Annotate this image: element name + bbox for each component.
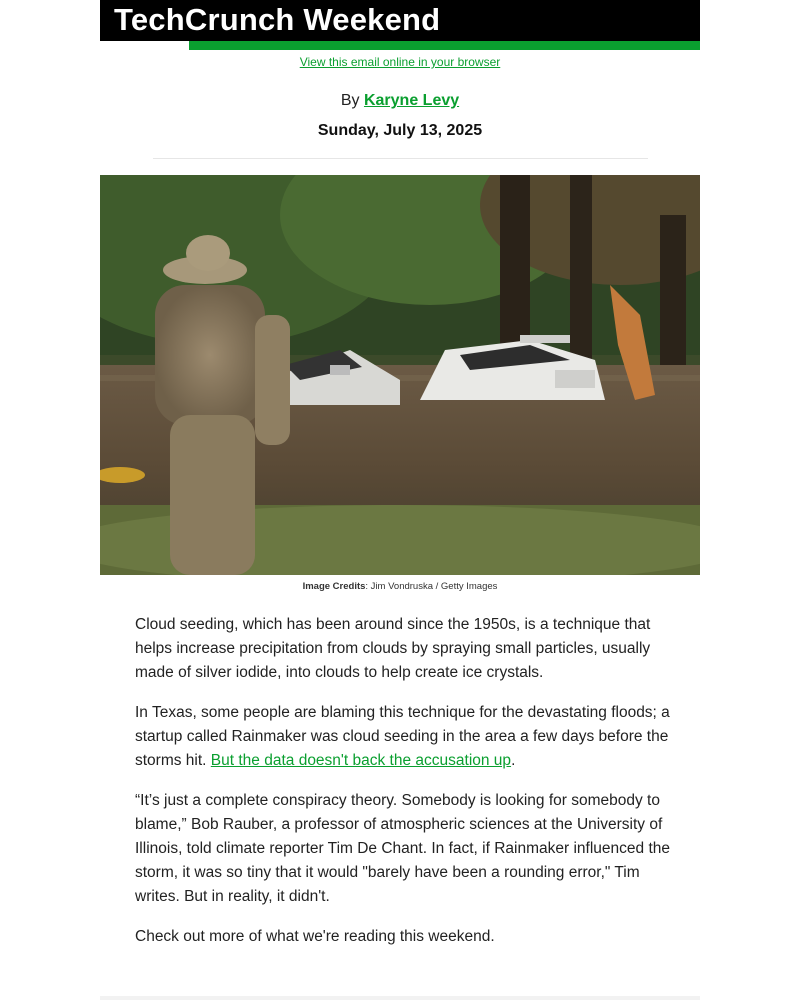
caption-credit: : Jim Vondruska / Getty Images — [365, 581, 498, 592]
byline-prefix: By — [340, 92, 360, 109]
hero-image — [100, 175, 700, 575]
paragraph-3: “It’s just a complete conspiracy theory. Somebody is looking for somebody to blame,” Bob Rauber, a professor of atmospheric sciences at the University of Illinois, told climate reporter Tim De Chant. In fact, if Rainmaker influenced the storm, it was so tiny that it would "barely have been a rounding error," Tim writes. But in reality, it didn't. — [135, 792, 670, 905]
header-banner — [100, 0, 700, 41]
section-divider — [100, 996, 700, 1000]
paragraph-2-end: . — [511, 752, 516, 769]
article-link[interactable]: But the data doesn't back the accusation up — [210, 752, 512, 769]
byline — [0, 92, 800, 110]
caption-label: Image Credits — [302, 581, 366, 592]
newsletter-title: TechCrunch Weekend — [114, 2, 441, 37]
accent-bar — [189, 41, 700, 50]
view-online-row — [0, 55, 800, 69]
image-caption — [0, 581, 800, 592]
paragraph-2 — [135, 701, 670, 773]
paragraph-2-text: In Texas, some people are blaming this technique for the devastating floods; a startup called Rainmaker was cloud seeding in the area a few days before the storms hit. — [135, 704, 670, 769]
publish-date: Sunday, July 13, 2025 — [317, 122, 483, 139]
view-online-link[interactable]: View this email online in your browser — [299, 55, 501, 69]
author-link[interactable]: Karyne Levy — [363, 92, 460, 109]
article-body — [135, 613, 670, 965]
divider — [153, 158, 648, 159]
paragraph-4: Check out more of what we're reading this weekend. — [135, 928, 495, 945]
paragraph-1: Cloud seeding, which has been around since the 1950s, is a technique that helps increase precipitation from clouds by spraying small particles, usually made of silver iodide, into clouds to help create ice crystals. — [135, 616, 651, 681]
